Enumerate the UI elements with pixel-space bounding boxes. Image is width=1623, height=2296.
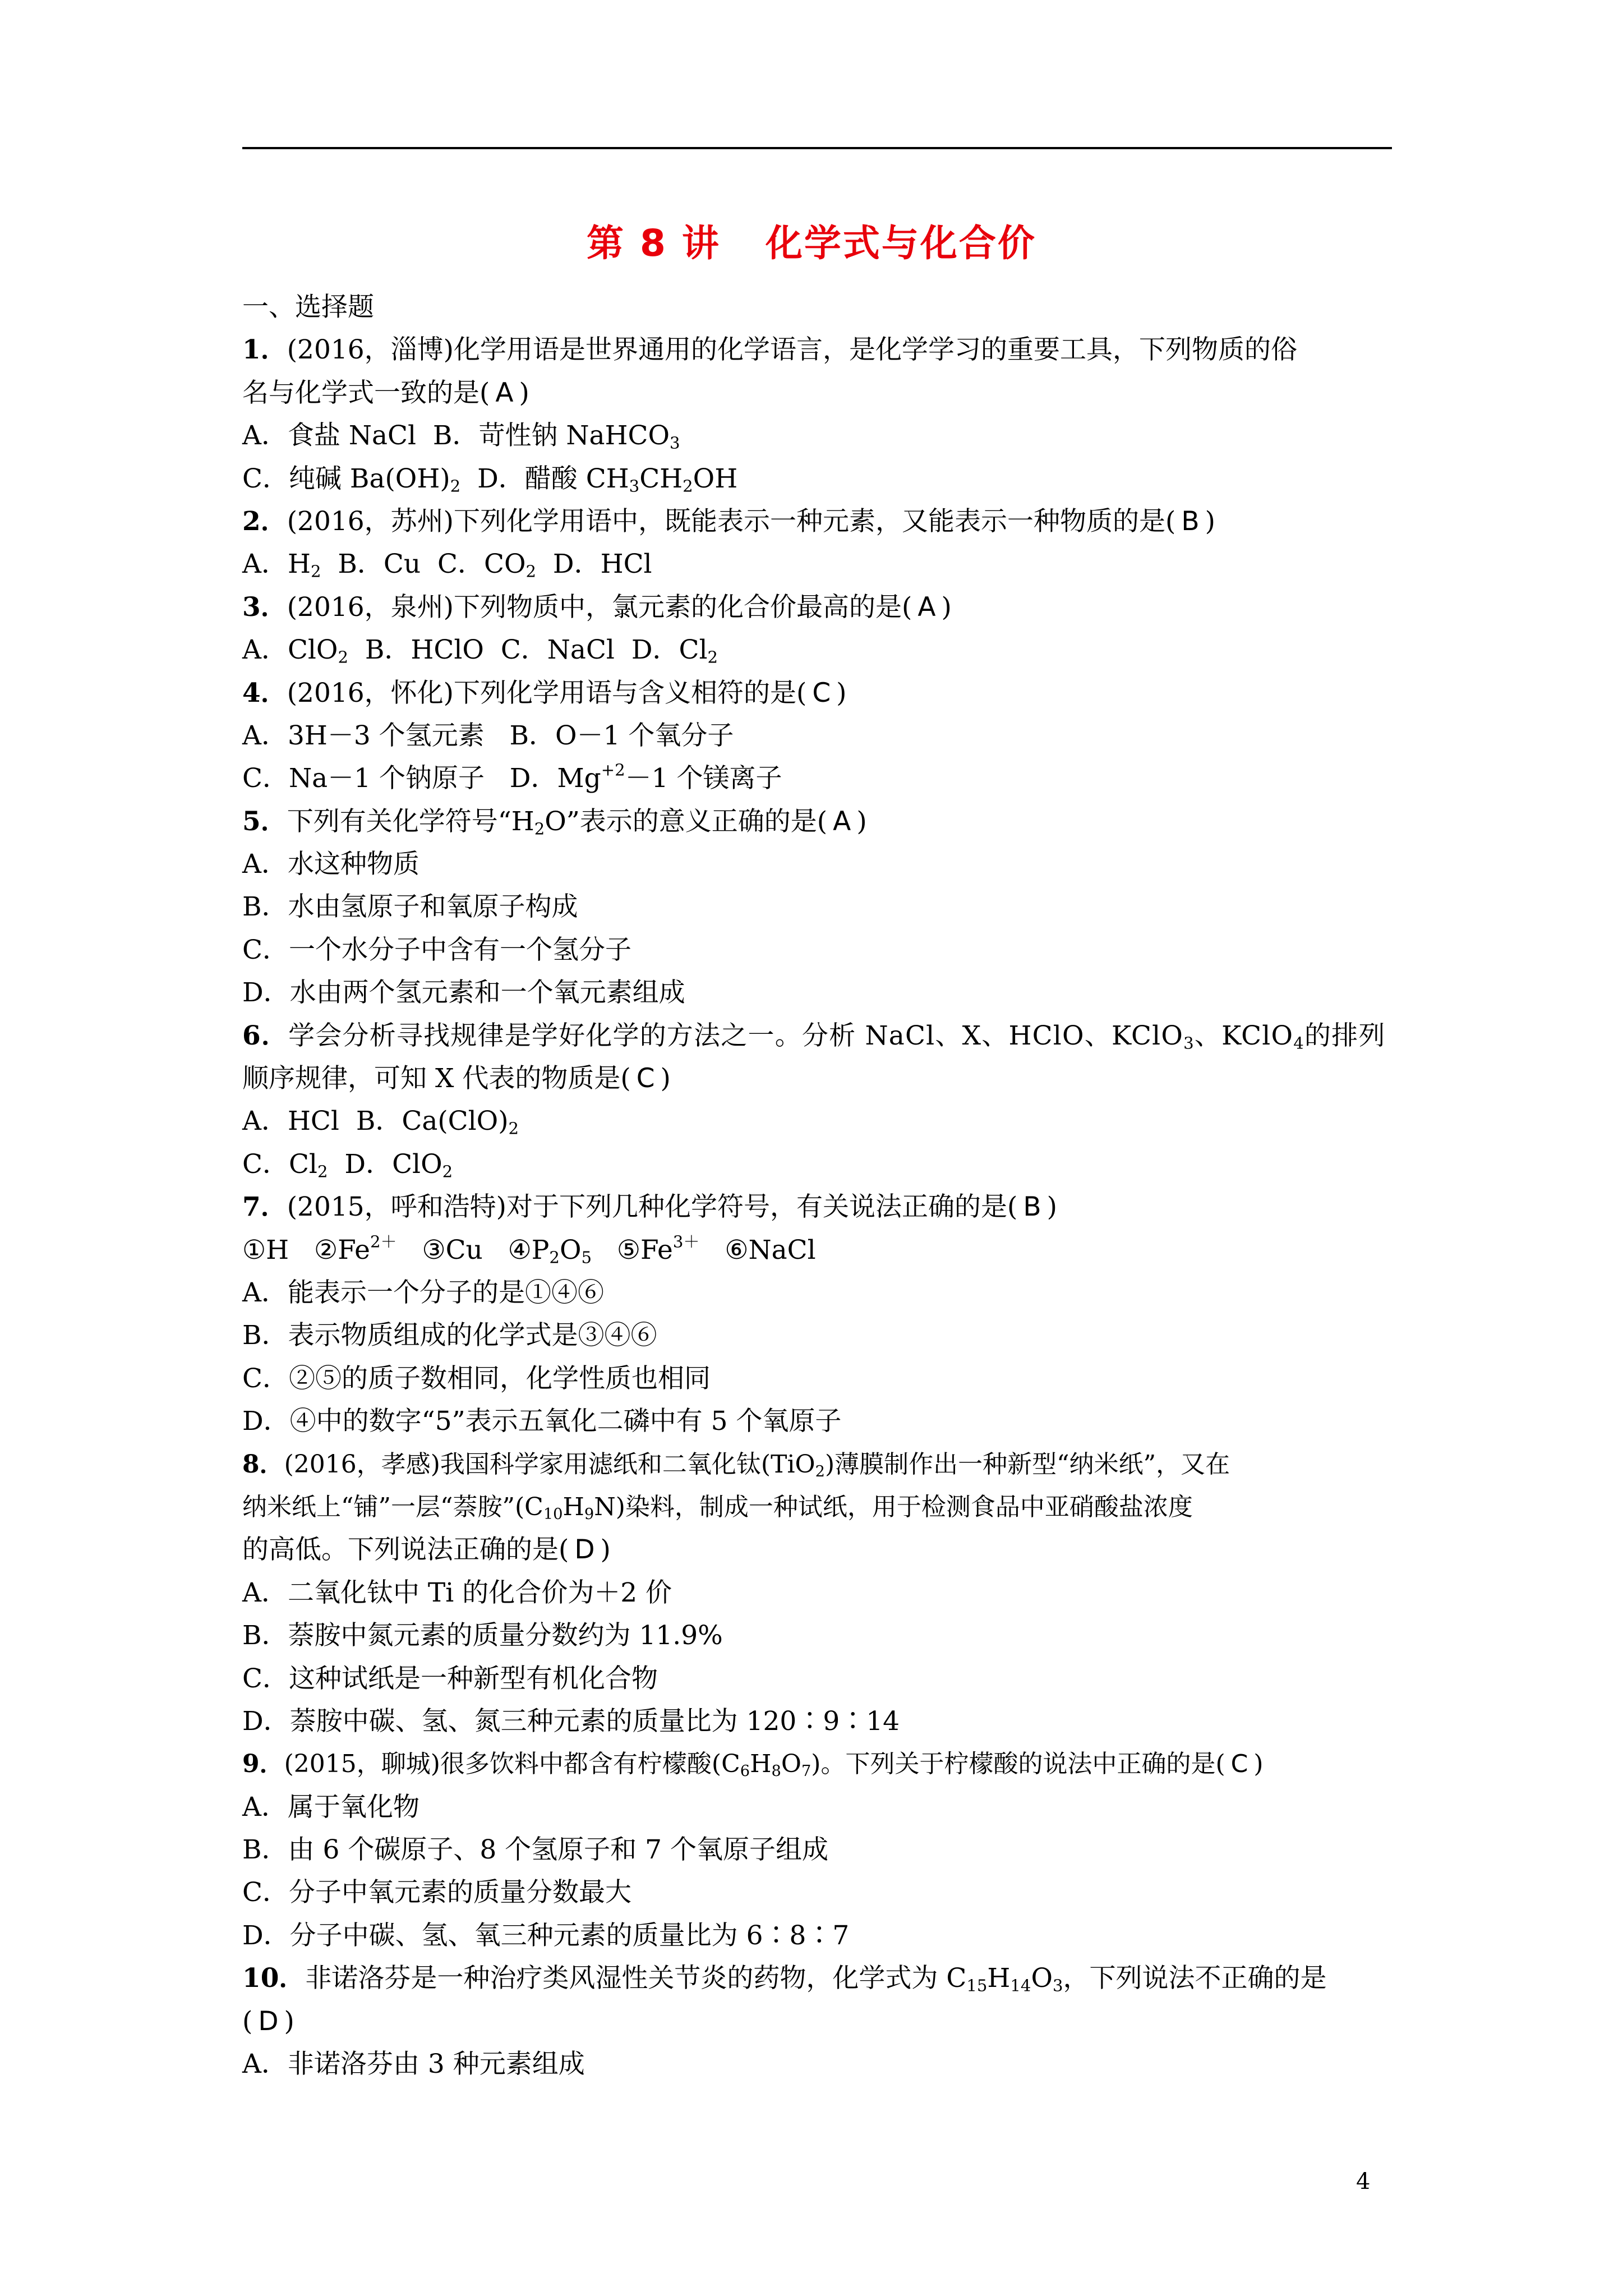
q9-option-d: D．分子中碳、氢、氧三种元素的质量比为 6∶8∶7 [242,1920,850,1951]
q4-stem: 4．(2016，怀化)下列化学用语与含义相符的是( C ) [242,672,1409,715]
question-number: 1． [242,334,287,366]
page-number: 4 [1356,2169,1371,2194]
q3-options: A．ClO$_2$ B．HClO C．NaCl D．$Cl_2$ [242,634,718,667]
q6-options-cd: C．$Cl_2$ D．ClO$_2$ [242,1148,453,1181]
q9-option-b: B．由 6 个碳原子、8 个氢原子和 7 个氧原子组成 [242,1834,828,1866]
q10-option-a: A．非诺洛芬由 3 种元素组成 [242,2049,585,2080]
q5-option-d: D．水由两个氢元素和一个氧元素组成 [242,977,685,1009]
q1-options-cd: C．纯碱 $Ba(OH)_2$ D．醋酸 $CH_3CH_2OH$ [242,463,738,495]
question-number: 3． [242,591,287,623]
question-list [242,286,1409,2086]
answer: A [833,806,851,837]
question-number: 7． [242,1191,287,1223]
q10-answer-line: ( D ) [242,2000,1409,2043]
question-number: 10． [242,1963,306,1994]
q7-symbols: ①H $②Fe^{2+}$ ③Cu $④P_2O_5$ $⑤Fe^{3+}$ ⑥NaCl [242,1232,816,1267]
answer: D [258,2005,279,2037]
answer: B [1023,1191,1041,1223]
q2-options: A．$H_2$ B．Cu C．$CO_2$ D．HCl [242,549,652,581]
q7-option-a: A．能表示一个分子的是①④⑥ [242,1277,604,1308]
q1-options-ab: A．食盐 NaCl B．苛性钠 NaHCO$_3$ [242,420,680,453]
q7-option-d: D．④中的数字“5”表示五氧化二磷中有 5 个氧原子 [242,1406,842,1437]
q9-stem: 9．(2015，聊城)很多饮料中都含有柠檬酸$(C_6H_8O_7)$。下列关于柠檬酸的说法中正确的是( C ) [242,1743,1409,1786]
answer: D [574,1534,595,1566]
answer: A [917,591,936,623]
q3-stem: 3．(2016，泉州)下列物质中，氯元素的化合价最高的是( A ) [242,586,1409,629]
q5-stem: 5．下列有关化学符号“$H_2O$”表示的意义正确的是( A ) [242,800,1409,843]
answer: B [1181,505,1200,537]
q8-option-a: A．二氧化钛中 Ti 的化合价为＋2 价 [242,1577,672,1608]
q2-stem: 2．(2016，苏州)下列化学用语中，既能表示一种元素，又能表示一种物质的是( B ) [242,500,1409,543]
q5-option-b: B．水由氢原子和氧原子构成 [242,891,578,923]
section-heading: 一、选择题 [242,292,374,323]
header-rule [242,147,1392,149]
q8-option-c: C．这种试纸是一种新型有机化合物 [242,1663,658,1694]
q6-stem: 6．学会分析寻找规律是学好化学的方法之一。分析 NaCl、X、HClO、KClO$_3$、KClO$_4$的排列 [242,1020,1386,1052]
question-number: 8． [242,1450,284,1479]
q8-stem-cont: 纳米纸上“铺”一层“萘胺$”(C_{10}H_9N)$染料，制成一种试纸，用于检测食品中亚硝酸盐浓度 [242,1492,1193,1523]
answer: C [812,677,831,708]
question-number: 9． [242,1750,284,1779]
q4-options-cd: C．Na－1 个钠原子 D．$Mg^{+2}-1$ 个镁离子 [242,760,782,794]
q4-options-ab: A．3H－3 个氢元素 B．O－1 个氧分子 [242,720,734,751]
question-number: 2． [242,505,287,537]
q8-option-b: B．萘胺中氮元素的质量分数约为 11.9% [242,1620,723,1651]
q1-stem-cont: 名与化学式一致的是( A ) [242,372,1409,415]
q6-stem-cont: 顺序规律，可知 X 代表的物质是( C ) [242,1057,1409,1100]
answer: C [636,1063,655,1094]
answer: A [495,377,514,408]
q1-stem: 1．(2016，淄博)化学用语是世界通用的化学语言，是化学学习的重要工具，下列物质的俗 [242,334,1297,366]
q9-option-c: C．分子中氧元素的质量分数最大 [242,1877,631,1908]
question-number: 4． [242,677,287,708]
question-number: 6． [242,1020,289,1051]
q5-option-a: A．水这种物质 [242,849,419,880]
q9-option-a: A．属于氧化物 [242,1791,419,1823]
q10-stem: 10．非诺洛芬是一种治疗类风湿性关节炎的药物，化学式为 $C_{15}H_{14}O_3$，下列说法不正确的是 [242,1963,1327,1995]
lecture-topic: 化学式与化合价 [765,222,1036,265]
q7-stem: 7．(2015，呼和浩特)对于下列几种化学符号，有关说法正确的是( B ) [242,1186,1409,1228]
question-number: 5． [242,806,287,837]
q6-options-ab: A．HCl B．$Ca(ClO)_2$ [242,1106,519,1138]
q8-stem-end: 的高低。下列说法正确的是( D ) [242,1529,1409,1571]
q8-option-d: D．萘胺中碳、氢、氮三种元素的质量比为 120∶9∶14 [242,1705,900,1737]
lecture-number: 第 8 讲 [587,222,721,265]
answer: C [1230,1750,1248,1779]
page-title [0,213,1623,266]
q7-option-b: B．表示物质组成的化学式是③④⑥ [242,1320,657,1351]
q7-option-c: C．②⑤的质子数相同，化学性质也相同 [242,1363,711,1394]
q5-option-c: C．一个水分子中含有一个氢分子 [242,934,631,965]
q8-stem: 8．(2016，孝感)我国科学家用滤纸和二氧化钛(TiO$_2$)薄膜制作出一种新型“纳米纸”，又在 [242,1450,1230,1480]
